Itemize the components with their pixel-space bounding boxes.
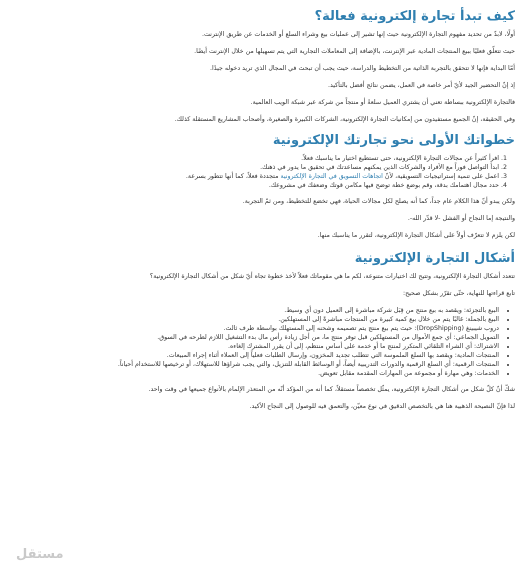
watermark-logo: مستقل — [16, 547, 64, 562]
paragraph: تابع قراءتها للنهاية، حتّى تقرّر بشكل صحيح: — [402, 290, 515, 297]
paragraph: تتعدد أشكال التجارة الإلكترونية، وتتيح لك اختيارات متنوعة، لكم ما هي مقوماتك فعلاً لأخذ خطوة تجاه أيّ شكل من أشكال التجارة الإلكترونية؟ — [149, 273, 515, 280]
paragraph: أولًا، لابدّ من تحديد مفهوم التجارة الإلكترونية حيث إنها تشير إلى عمليات بيع وشراء السلع أو الخدمات عن طريق الإنترنت. — [201, 31, 515, 38]
list-item: • الاشتراك: أي الشراء التلقائي المتكرر لمنتج ما أو خدمة على أساس منتظم، إلى أن يقرر المشترك إلغاءه. — [14, 342, 499, 351]
paragraph: لكن يلزم لا تتعرّف أولاً على أشكال التجارة الإلكترونية، لتقرر ما يناسبك منها. — [317, 232, 515, 239]
paragraph: شكّ أنّ كلّ شكل من أشكال التجارة الإلكترونية، يمثّل تخصصاً مستقلاً، كما أنه من المؤكد أنّه من المتعذر الإلمام بالأنواع جميعها في وقت واحد. — [148, 386, 515, 393]
types-list — [14, 306, 515, 378]
step-text: حدد مجال اهتمامك بدقة، وقم بوضع خطة توضح فيها مكامن قوتك وضعفك في مشروعك. — [268, 182, 499, 189]
list-item — [14, 163, 499, 172]
steps-list — [14, 154, 515, 190]
list-item: • التمويل الجماعي: أي جمع الأموال من المستهلكين قبل توفر منتج ما، من أجل زيادة رأس مال بدء التشغيل اللازم لطرحه في السوق. — [14, 333, 499, 342]
paragraph: ولكن يبدو أنّ هذا الكلام عام جداً، كما أنه يصلح لكل مجالات الحياة، فهي تخضع للتخطيط، ومن ثمّ التجربة. — [242, 198, 515, 205]
paragraph: فالتجارة الإلكترونية ببساطة تعني أن يشتري العميل سلعةً أو منتجاً من شركة عبر شبكة الويب العالمية. — [250, 99, 515, 106]
section-heading: كيف تبدأ تجارة إلكترونية فعالة؟ — [314, 9, 515, 24]
step-text: ابدأ التواصل فوراً مع الأفراد والشركات الذين يمكنهم مساعدتك في تحقيق ما يدور في ذهنك. — [260, 164, 499, 171]
marketing-trends-link[interactable]: اتجاهات التسويق في التجارة الإلكترونية — [280, 173, 383, 180]
paragraph: لذا فإنّ النصيحة الذهبية هنا هي بالتخصص الدقيق في نوع معيّن، والتعمق فيه للوصول إلى النجاح الأكيد. — [249, 403, 515, 410]
section-ecommerce-types — [14, 250, 515, 411]
list-item: • الخدمات: وهي مهارة أو مجموعة من المهارات المقدمة مقابل تعويض. — [14, 369, 499, 378]
paragraph: حيث تتعلّق فعليًا ببيع المنتجات المادية عبر الإنترنت، بالإضافة إلى المعاملات التجارية التي يتم تسهيلها من خلال الإنترنت أيضًا. — [194, 48, 515, 55]
section-how-to-start — [14, 8, 515, 124]
section-heading: خطواتك الأولى نحو تجارتك الإلكترونية — [272, 133, 515, 148]
paragraph: والنتيجة إما النجاح أو الفشل -لا قدّر الله-. — [407, 215, 515, 222]
list-item — [14, 181, 499, 190]
paragraph: إذ إنّ التحضير الجيد لأيّ أمر خاصة في العمل، يضمن نتائج أفضل بالتأكيد. — [327, 82, 515, 89]
list-item: • دروب شيبينغ (DropShipping): حيث يتم بيع منتج يتم تصميمه وشحنه إلى المستهلك بواسطة طرف ثالث. — [14, 324, 499, 333]
list-item: • البيع بالجملة: غالبًا يتم من خلال بيع كمية كبيرة من المنتجات مباشرةً إلى المستهلكين. — [14, 315, 499, 324]
list-item: • المنتجات المادية: ويقصد بها السلع الملموسة التي تتطلب تجديد المخزون، وإرسال الطلبات فعلياً إلى العملاء أثناء إجراء المبيعات. — [14, 351, 499, 360]
section-heading: أشكال التجارة الإلكترونية — [354, 251, 515, 266]
paragraph: أمّا البداية فإنها لا تتحقق بالتجربة الذاتية من التخطيط والدراسة، حيث يجب أن تبحث في المجال الذي تريد دخوله جيدًا. — [210, 65, 515, 72]
step-text: افرأ كثيراً عن مجالات التجارة الإلكترونية، حتى تستطيع اختيار ما يناسبك فعلاً. — [301, 155, 499, 162]
list-item: • البيع بالتجزئة: ويقصد به بيع منتج من قِبَل شركة مباشرة إلى العميل دون أي وسيط. — [14, 306, 499, 315]
paragraph: وفي الحقيقة، إنّ الجميع مستفيدون من إمكانيات التجارة الإلكترونية، الشركات الكبيرة والصغيرة، وأصحاب المشاريع المستقلة كذلك. — [174, 116, 515, 123]
list-item — [14, 172, 499, 181]
step-text: اعمل على تنمية إستراتيجيات التسويقية، لأنّ — [382, 173, 499, 180]
step-text: متجددة فعلاً، كما أنها تتطور بسرعة. — [185, 173, 281, 180]
list-item: • المنتجات الرقمية: أي السلع الرقمية والدورات التدريبية أيضاً، أو الوسائط القابلة للتنزيل، والتي يجب شراؤها للاستهلاك، أو ترخيصها للاستخدام أحياناً. — [14, 360, 499, 369]
section-first-steps — [14, 132, 515, 240]
list-item — [14, 154, 499, 163]
